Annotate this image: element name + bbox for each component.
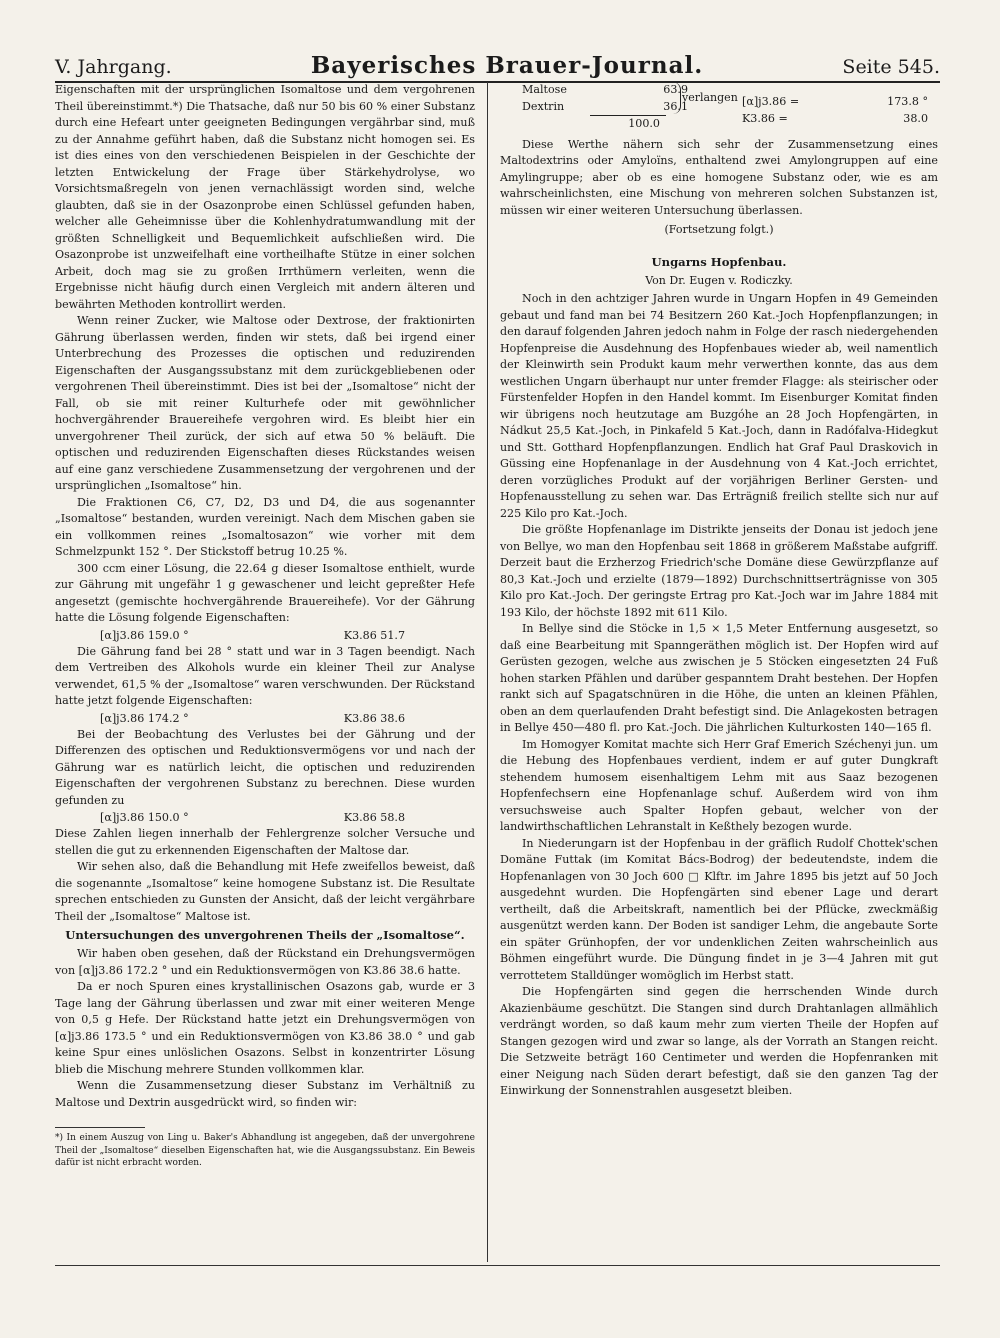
article-byline: Von Dr. Eugen v. Rodiczky.	[645, 274, 793, 287]
table-total: 100.0	[590, 115, 666, 133]
paragraph: Die größte Hopfenanlage im Distrikte jenseits der Donau ist jedoch jene von Bellye, wo man den Hopfenbau seit 1868 in größerem Maßstabe aufgriff. Derzeit baut die Erzherzog Friedrich'sche Domäne diese Gewürzpflanze auf 80,3 Kat.-Joch und erzielte (1879—1892) Durchschnittserträgnisse von 305 Kilo pro Kat.-Joch. Der geringste Ertrag pro Kat.-Joch war im Jahre 1884 mit 193 Kilo, der höchste 1892 mit 611 Kilo.	[500, 523, 938, 619]
reduction-value: K3.86 38.6	[343, 711, 405, 725]
paragraph: Wir sehen also, daß die Behandlung mit Hefe zweifellos beweist, daß die sogenannte „Isomaltose“ keine homogene Substanz ist. Die Resultate sprechen entschieden zu Gunsten der Ansicht, daß der leicht vergährbare Theil der „Isomaltose“ Maltose ist.	[55, 860, 475, 923]
paragraph: Da er noch Spuren eines krystallinischen Osazons gab, wurde er 3 Tage lang der Gährung überlassen und zwar mit einer weiteren Menge von 0,5 g Hefe. Der Rückstand hatte jetzt ein Drehungsvermögen von [α]j3.86 173.5 ° und ein Reduktionsvermögen von K3.86 38.0 ° und gab keine Spur eines unlöslichen Osazons. Selbst in konzentrirter Lösung blieb die Mischung mehrere Stunden vollkommen klar.	[55, 980, 475, 1076]
paragraph: Bei der Beobachtung des Verlustes bei der Gährung und der Differenzen des optischen und Reduktionsvermögens vor und nach der Gährung war es natürlich leicht, die optischen und reduzirenden Eigenschaften der vergohrenen Substanz zu berechnen. Diese wurden gefunden zu	[55, 727, 475, 807]
paragraph: Die Gährung fand bei 28 ° statt und war in 3 Tagen beendigt. Nach dem Vertreiben des Alkohols wurde ein kleiner Theil zur Analyse verwendet, 61,5 % der „Isomaltose“ waren verschwunden. Der Rückstand hatte jetzt folgende Eigenschaften:	[55, 644, 475, 707]
rotation-value: [α]j3.86 150.0 °	[100, 811, 189, 824]
footnote: *) In einem Auszug von Ling u. Baker's Abhandlung ist angegeben, daß der unvergohrene Theil der „Isomaltose“ dieselben Eigenschaften hat, wie die Ausgangssubstanz. Ein Beweis dafür ist nicht erbracht worden.	[55, 1133, 475, 1168]
reduction-label: K3.86 =	[742, 111, 788, 125]
paragraph: In Bellye sind die Stöcke in 1,5 × 1,5 Meter Entfernung ausgesetzt, so daß eine Bearbeitung mit Spanngeräthen möglich ist. Der Hopfen wird auf Gerüsten gezogen, welche aus zwischen je 5 Stöcken eingesetzten 24 Fuß hohen starken Pfählen und darüber gespanntem Draht bestehen. Der Hopfen rankt sich auf Spagatschnüren in die Höhe, die unten an kleinen Pfählen, oben an dem querlaufenden Draht befestigt sind. Die Anlagekosten betragen in Bellye 450—480 fl. pro Kat.-Joch. Die jährlichen Kulturkosten 140—165 fl.	[500, 622, 938, 734]
required-values	[710, 82, 938, 133]
formula-line	[55, 710, 475, 727]
brace-label: verlangen	[682, 91, 738, 104]
formula-line	[55, 627, 475, 644]
volume-label: V. Jahrgang.	[55, 56, 172, 78]
article-title: Ungarns Hopfenbau.	[651, 255, 787, 269]
paragraph: Wenn reiner Zucker, wie Maltose oder Dextrose, der fraktionirten Gährung überlassen werden, finden wir stets, daß bei irgend einer Unterbrechung des Prozesses die optischen und reduzirenden Eigenschaften der Ausgangssubstanz mit dem zurückgebliebenen oder vergohrenen Theil übereinstimmt. Dies ist bei der „Isomaltose“ nicht der Fall, ob sie mit reiner Kulturhefe oder mit gewöhnlicher hochvergährender Brauereihefe vergohren wird. Es bleibt hier ein unvergohrener Theil zurück, der sich auf etwa 50 % beläuft. Die optischen und reduzirenden Eigenschaften dieses Rückstandes weisen auf eine ganz verschiedene Zusammensetzung der vergohrenen und der ursprünglichen „Isomaltose“ hin.	[55, 314, 475, 492]
rotation-value: [α]j3.86 159.0 °	[100, 628, 189, 642]
paragraph: Wenn die Zusammensetzung dieser Substanz im Verhältniß zu Maltose und Dextrin ausgedrückt wird, so finden wir:	[55, 1079, 475, 1109]
composition-table	[500, 82, 938, 133]
composition-list	[500, 82, 738, 133]
paragraph: 300 ccm einer Lösung, die 22.64 g dieser Isomaltose enthielt, wurde zur Gährung mit ungefähr 1 g gewaschener und leicht gepreßter Hefe angesetzt (gemischte hochvergährende Brauereihefe). Vor der Gährung hatte die Lösung folgende Eigenschaften:	[55, 561, 475, 624]
brace-icon	[672, 82, 681, 114]
table-row	[742, 94, 938, 111]
rotation-value: [α]j3.86 174.2 °	[100, 711, 189, 725]
paragraph: Eigenschaften mit der ursprünglichen Isomaltose und dem vergohrenen Theil übereinstimmt.*) Die Thatsache, daß nur 50 bis 60 % einer Substanz durch eine Hefeart unter geeigneten Bedingungen vergährbar sind, muß zu der Annahme geführt haben, daß die Substanz nicht homogen sei. Es ist dies eines von den verschiedenen Beispielen in der Geschichte der letzten Entwickelung der Frage über Stärkehydrolyse, wo Vorsichtsmaßregeln von jenen vernachlässigt worden sind, welche glaubten, daß sie in der Osazonprobe einen Schlüssel gefunden haben, welcher alle Geheimnisse über die Kohlenhydratumwandlung mit der größten Schnelligkeit und Bequemlichkeit aufschließen wird. Die Osazonprobe ist unzweifelhaft eine vortheilhafte Stütze in einer solchen Arbeit, doch mag sie zu großen Irrthümern verleiten, wenn die Ergebnisse nicht häufig durch einen Vergleich mit andern älteren und bewährten Methoden kontrollirt werden.	[55, 83, 475, 311]
page-header	[55, 38, 940, 83]
rotation-value: 173.8 °	[887, 95, 928, 108]
reduction-value: K3.86 58.8	[343, 811, 405, 824]
paragraph: Wir haben oben gesehen, daß der Rückstand ein Drehungsvermögen von [α]j3.86 172.2 ° und ein Reduktionsvermögen von K3.86 38.6 hatte.	[55, 947, 475, 977]
paragraph: Die Fraktionen C6, C7, D2, D3 und D4, die aus sogenannter „Isomaltose“ bestanden, wurden vereinigt. Nach dem Mischen gaben sie ein vollkommen reines „Isomaltosazon“ wie vorher mit dem Schmelzpunkt 152 °. Der Stickstoff betrug 10.25 %.	[55, 495, 475, 558]
paragraph: Im Homogyer Komitat machte sich Herr Graf Emerich Széchenyi jun. um die Hebung des Hopfenbaues verdient, indem er auf guter Dungkraft stehendem humosem eisenhaltigem Lehm mit aus Saaz bezogenen Hopfenfechsern eine Hopfenanlage schuf. Außerdem wird von ihm versuchsweise auch Spalter Hopfen gebaut, welcher von der landwirthschaftlichen Lehranstalt in Keßthely bezogen wurde.	[500, 737, 938, 833]
component-value: 36.1	[663, 99, 688, 113]
paragraph: Die Hopfengärten sind gegen die herrschenden Winde durch Akazienbäume geschützt. Die Stangen sind durch Drahtanlagen allmählich verdrängt worden, so daß kaum mehr zum vierten Theile der Hopfen auf Stangen gezogen wird und zwar so lange, als der Vorrath an Stangen reicht. Die Setzweite beträgt 160 Centimeter und werden die Hopfenranken mit einer Neigung nach Süden derart befestigt, daß sie den ganzen Tag der Einwirkung der Sonnenstrahlen ausgesetzt bleiben.	[500, 985, 938, 1097]
component-name: Maltose	[522, 83, 567, 96]
component-name: Dextrin	[522, 99, 565, 113]
journal-title: Bayerisches Brauer-Journal.	[310, 52, 704, 79]
reduction-value: K3.86 51.7	[343, 628, 405, 642]
table-row	[742, 111, 938, 128]
reduction-value: 38.0	[903, 111, 928, 125]
paragraph: Diese Werthe nähern sich sehr der Zusammensetzung eines Maltodextrins oder Amyloïns, enthaltend zwei Amylongruppen auf eine Amylingruppe; aber ob es eine homogene Substanz oder, wie es am wahrscheinlichsten, eine Mischung von mehreren solchen Substanzen ist, müssen wir einer weiteren Untersuchung überlassen.	[500, 137, 938, 217]
component-value: 63.9	[663, 83, 688, 96]
paragraph: Diese Zahlen liegen innerhalb der Fehlergrenze solcher Versuche und stellen die gut zu erkennenden Eigenschaften der Maltose dar.	[55, 827, 475, 857]
formula-line	[55, 809, 475, 826]
continuation-note: (Fortsetzung folgt.)	[664, 223, 774, 236]
page-number: Seite 545.	[842, 56, 940, 78]
paragraph: Noch in den achtziger Jahren wurde in Ungarn Hopfen in 49 Gemeinden gebaut und fand man bei 74 Besitzern 260 Kat.-Joch Hopfenpflanzungen; in den darauf folgenden Jahren jedoch nahm in Folge der rasch niedergehenden Hopfenpreise die Ausdehnung des Hopfenbaues wieder ab, weil namentlich der Kleinwirth sein Produkt kaum mehr verwerthen konnte, das aus dem westlichen Ungarn überhaupt nur unter fremder Flagge: als steirischer oder Fürstenfelder Hopfen in den Handel kommt. Im Eisenburger Komitat finden wir übrigens noch heutzutage am Buzgóhe an 28 Joch Hopfengärten, in Nádkut 25,5 Kat.-Joch, in Pinkafeld 5 Kat.-Joch, dann in Radófalva-Hidegkut und Stt. Gotthard Hopfenpflanzungen. Endlich hat Graf Paul Draskovich in Güssing eine Hopfenanlage in der Ausdehnung von 4 Kat.-Joch errichtet, deren vorzügliches Produkt auf der vorjährigen Berliner Gersten- und Hopfenausstellung zu sehen war. Das Erträgniß freilich stellte sich nur auf 225 Kilo pro Kat.-Joch.	[500, 292, 938, 520]
rotation-label: [α]j3.86 =	[742, 95, 800, 108]
paragraph: In Niederungarn ist der Hopfenbau in der gräflich Rudolf Chottek'schen Domäne Futtak (im Komitat Bács-Bodrog) der bedeutendste, indem die Hopfenanlagen von 30 Joch 600 □ Klftr. im Jahre 1895 bis jetzt auf 50 Joch ausgedehnt wurden. Die Hopfengärten sind ebener Lage und derart vertheilt, daß die Arbeitskraft, namentlich bei der Pflücke, zweckmäßig ausgenützt werden kann. Der Boden ist sandiger Lehm, die angebaute Sorte ein später Grünhopfen, der vor undenklichen Zeiten wahrscheinlich aus Böhmen eingeführt wurde. Die Düngung findet in je 3—4 Jahren mit gut verrottetem Stalldünger womöglich im Herbst statt.	[500, 836, 938, 982]
left-column	[55, 82, 475, 1170]
section-heading: Untersuchungen des unvergohrenen Theils der „Isomaltose“.	[65, 928, 465, 942]
footnote-rule	[55, 1127, 145, 1128]
right-column	[500, 82, 938, 1100]
column-divider	[487, 82, 488, 1262]
bottom-rule	[55, 1265, 940, 1266]
